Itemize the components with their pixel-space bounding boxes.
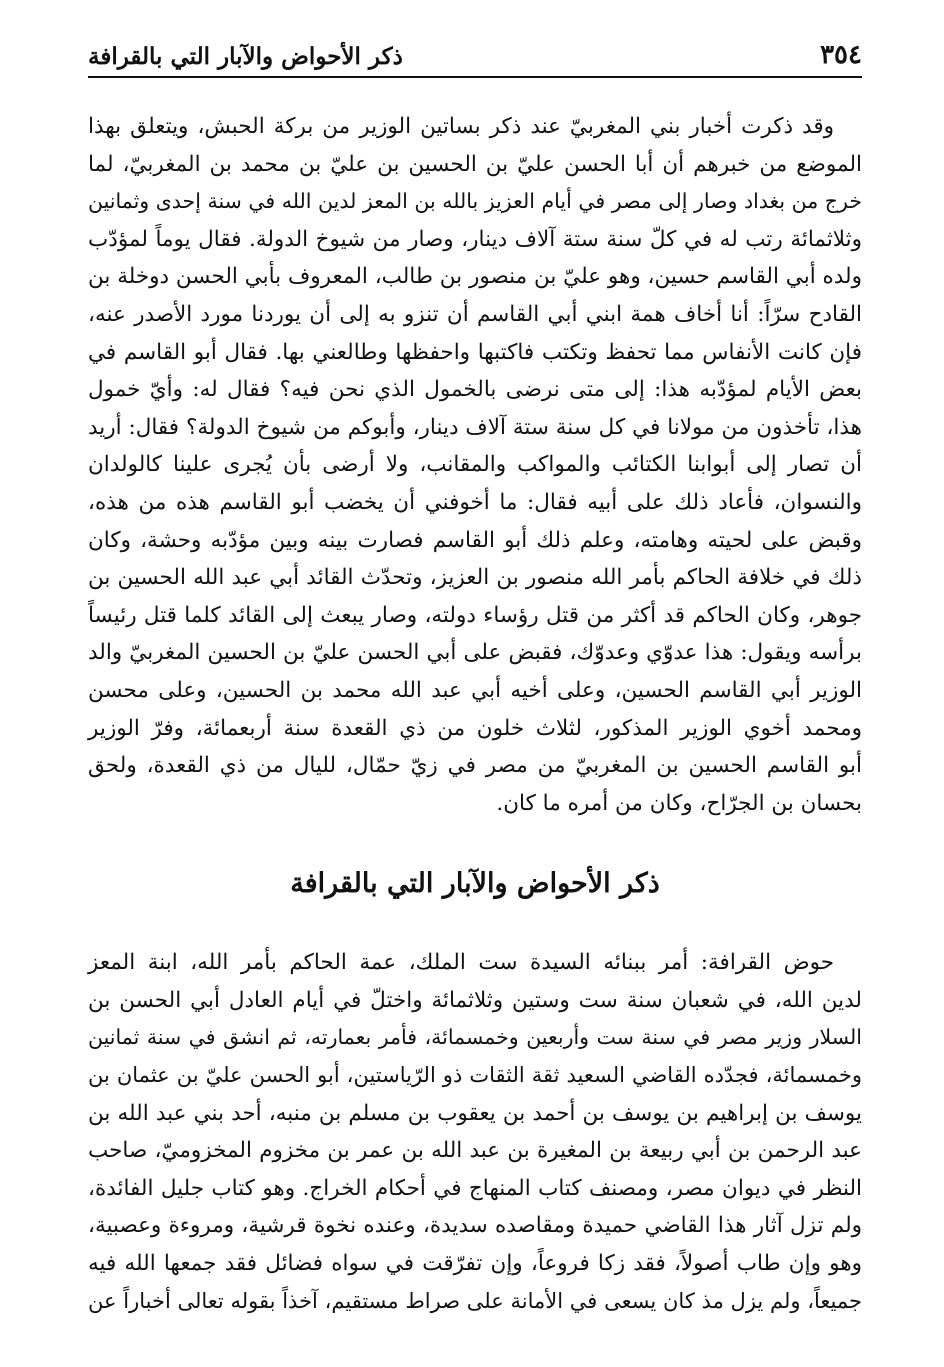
text-line: ولده أبي القاسم حسين، وهو عليّ بن منصور بن طالب، المعروف بأبي الحسن دوخلة بن [88, 264, 862, 290]
text-line: لدين الله، في شعبان سنة ست وستين وثلاثمائة واختلّ في أيام العادل أبي الحسن بن [88, 987, 862, 1013]
text-line: وهو وإن طاب أصولاً، فقد زكا فروعاً، وإن تفرّقت في سواه فضائل فقد جمعها الله فيه [88, 1251, 862, 1277]
book-page [88, 30, 862, 1350]
text-line: ولم تزل آثار هذا القاضي حميدة ومقاصده سديدة، وعنده نخوة قرشية، ومروءة وعصبية، [88, 1213, 862, 1239]
paragraph-maghribi-family [88, 108, 862, 822]
text-line: وخمسمائة، فجدّده القاضي السعيد ثقة الثقات ذو الرّياستين، أبو الحسن عليّ بن عثمان بن [88, 1063, 862, 1088]
text-line: حوض القرافة: أمر ببنائه السيدة ست الملك، عمة الحاكم بأمر الله، ابنة المعز [88, 950, 834, 976]
text-line: والنسوان، فأعاد ذلك على أبيه فقال: ما أخوفني أن يخضب أبو القاسم هذه من هذه، [88, 489, 862, 515]
text-line: ذلك في خلافة الحاكم بأمر الله منصور بن العزيز، وتحدّث القائد أبي عبد الله الحسين بن [88, 565, 862, 591]
text-line: برأسه ويقول: هذا عدوّي وعدوّك، فقبض على أبي الحسن عليّ بن الحسين المغربيّ والد [88, 640, 862, 666]
text-line: وقد ذكرت أخبار بني المغربيّ عند ذكر بساتين الوزير من بركة الحبش، ويتعلق بهذا [88, 114, 834, 139]
header-rule [88, 76, 862, 78]
text-line: فإن كانت الأنفاس مما تحفظ وتكتب فاكتبها واحفظها وطالعني بها. فقال أبو القاسم في [88, 339, 862, 365]
text-line: بعض الأيام لمؤدّبه هذا: إلى متى نرضى بالخمول الذي نحن فيه؟ فقال له: وأيّ خمول [88, 377, 862, 403]
page-number: ٣٥٤ [820, 40, 862, 70]
running-title: ذكر الأحواض والآبار التي بالقرافة [88, 43, 403, 70]
text-line: خرج من بغداد وصار إلى مصر في أيام العزيز بالله بن المعز لدين الله في سنة إحدى وثمانين [88, 189, 862, 214]
running-header [88, 30, 862, 76]
paragraph-qarafa-basin [88, 944, 862, 1320]
text-line: الموضع من خبرهم أن أبا الحسن عليّ بن الحسين بن عليّ بن محمد بن المغربيّ، لما [88, 151, 862, 177]
text-line: السلار وزير مصر في سنة ست وأربعين وخمسمائة، فأمر بعمارته، ثم انشق في سنة ثمانين [88, 1025, 862, 1050]
text-line: عبد الرحمن بن أبي ربيعة بن المغيرة بن عبد الله بن عمر بن مخزوم المخزوميّ، صاحب [88, 1138, 862, 1164]
text-line: ومحمد أخوي الوزير المذكور، لثلاث خلون من ذي القعدة سنة أربعمائة، وفرّ الوزير [88, 715, 862, 741]
text-line: النظر في ديوان مصر، ومصنف كتاب المنهاج في أحكام الخراج. وهو كتاب جليل الفائدة، [88, 1175, 862, 1201]
text-line: وثلاثمائة رتب له في كلّ سنة ستة آلاف دينار، وصار من شيوخ الدولة. فقال يوماً لمؤدّب [88, 226, 862, 252]
text-line: بحسان بن الجرّاح، وكان من أمره ما كان. [496, 790, 862, 816]
text-line: أن تصار إلى أبوابنا الكتائب والمواكب والمقانب، ولا أرضى بأن يُجرى علينا كالولدان [88, 452, 862, 478]
text-line: الوزير أبي القاسم الحسين، وعلى أخيه أبي عبد الله محمد بن الحسين، وعلى محسن [88, 677, 862, 703]
text-line: جوهر، وكان الحاكم قد أكثر من قتل رؤساء دولته، وصار يبعث إلى القائد كلما قتل رئيساً [88, 602, 862, 628]
section-heading: ذكر الأحواض والآبار التي بالقرافة [290, 868, 660, 900]
text-line: القادح سرّاً: أنا أخاف همة ابني أبي القاسم أن تنزو به إلى أن يوردنا مورد الأصدر عنه، [88, 301, 862, 327]
text-line: جميعاً، ولم يزل مذ كان يسعى في الأمانة على صراط مستقيم، آخذاً بقوله تعالى أخباراً عن [88, 1288, 862, 1313]
text-line: يوسف بن إبراهيم بن يوسف بن أحمد بن يعقوب بن مسلم بن منبه، أحد بني عبد الله بن [88, 1100, 862, 1126]
text-line: أبو القاسم الحسين بن المغربيّ من مصر في زيّ حمّال، لليال من ذي القعدة، ولحق [88, 753, 862, 779]
text-line: هذا، تأخذون من مولانا في كل سنة ستة آلاف دينار، وأبوكم من شيوخ الدولة؟ فقال: أريد [88, 414, 862, 440]
text-line: وقبض على لحيته وهامته، وعلم ذلك أبو القاسم فصارت بينه وبين مؤدّبه وحشة، وكان [88, 527, 862, 553]
